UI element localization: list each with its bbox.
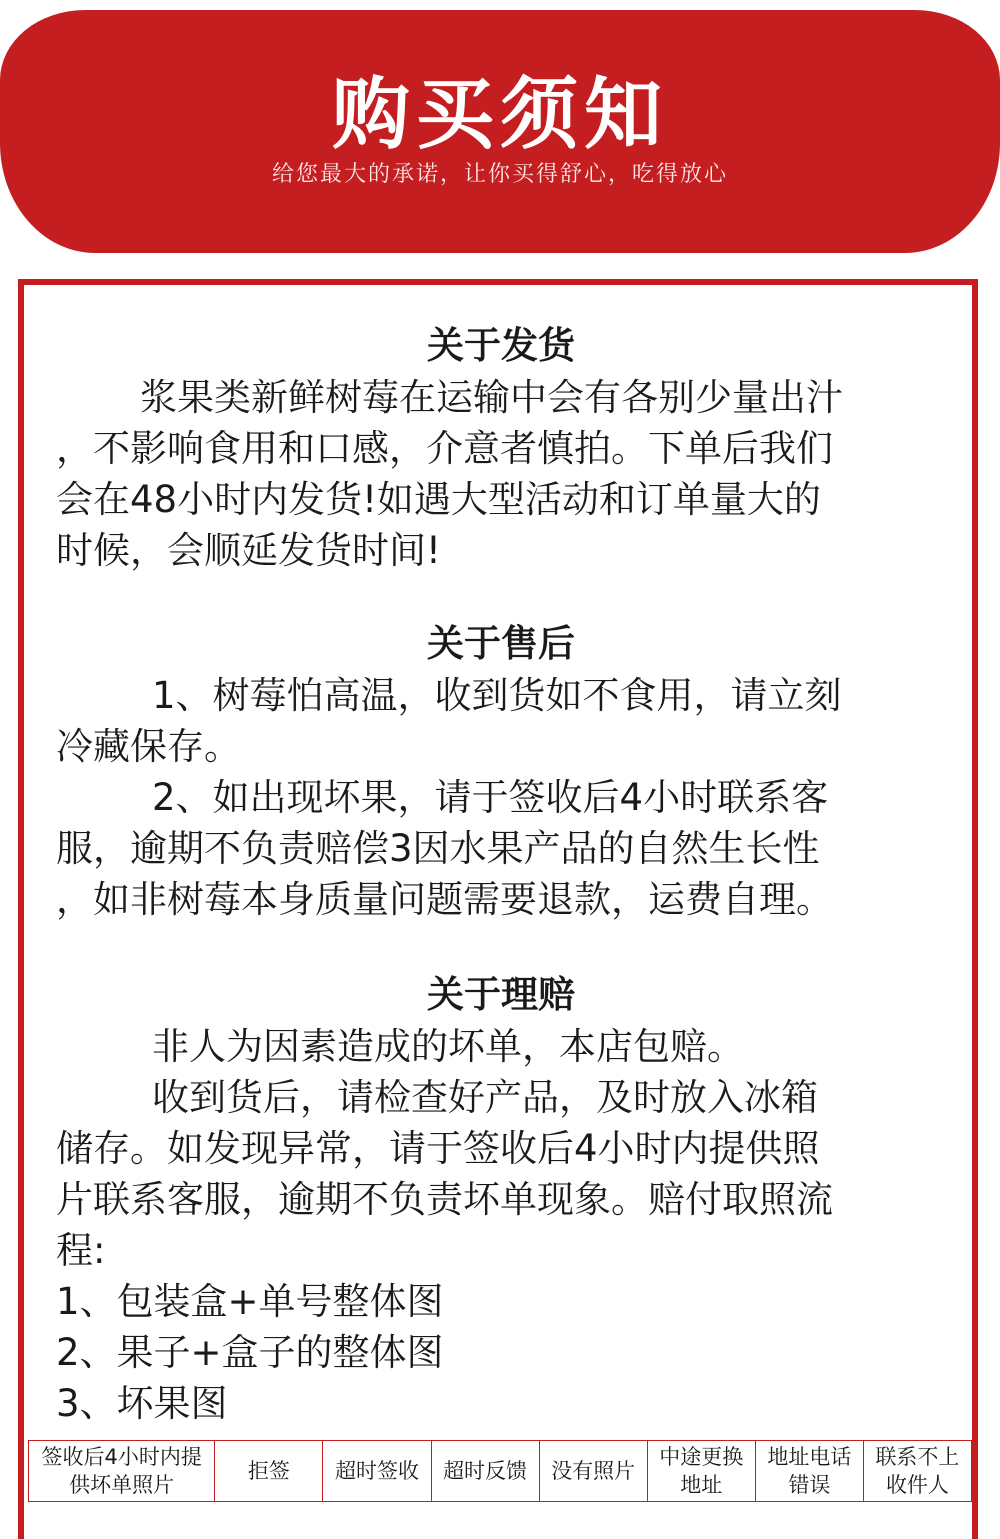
shipping-line: 会在48小时内发货!如遇大型活动和订单量大的 [56, 478, 821, 521]
shipping-section [56, 320, 946, 576]
claims-line: 1、包装盒+单号整体图 [56, 1280, 444, 1323]
claims-line: 程: [56, 1229, 106, 1272]
shipping-line: 浆果类新鲜树莓在运输中会有各别少量出汁 [140, 376, 843, 419]
claims-line: 片联系客服，逾期不负责坏单现象。赔付取照流 [56, 1178, 833, 1221]
table-cell: 拒签 [215, 1441, 323, 1502]
table-cell: 签收后4小时内提供坏单照片 [29, 1441, 215, 1502]
shipping-heading: 关于发货 [427, 324, 575, 367]
page-subtitle: 给您最大的承诺，让你买得舒心，吃得放心 [271, 162, 728, 187]
notice-content [56, 320, 946, 1429]
table-cell: 中途更换地址 [647, 1441, 755, 1502]
table-cell: 超时签收 [323, 1441, 431, 1502]
aftersale-heading: 关于售后 [427, 622, 575, 665]
table-cell: 没有照片 [539, 1441, 647, 1502]
claims-line: 储存。如发现异常，请于签收后4小时内提供照 [56, 1127, 820, 1170]
shipping-line: ，不影响食用和口感，介意者慎拍。下单后我们 [56, 427, 833, 470]
page-title: 购买须知 [331, 69, 668, 160]
aftersale-section [56, 618, 946, 925]
aftersale-line: 1、树莓怕高温，收到货如不食用，请立刻 [152, 674, 842, 717]
shipping-line: 时候，会顺延发货时间! [56, 529, 441, 572]
claims-heading: 关于理赔 [427, 973, 575, 1016]
table-row [29, 1441, 972, 1502]
table-cell: 超时反馈 [431, 1441, 539, 1502]
aftersale-line: 服，逾期不负责赔偿3因水果产品的自然生长性 [56, 827, 820, 870]
table-cell: 联系不上收件人 [863, 1441, 971, 1502]
claims-line: 收到货后，请检查好产品，及时放入冰箱 [152, 1076, 818, 1119]
table-cell: 地址电话错误 [755, 1441, 863, 1502]
aftersale-line: 2、如出现坏果，请于签收后4小时联系客 [152, 776, 829, 819]
claims-line: 3、坏果图 [56, 1382, 228, 1425]
aftersale-line: ，如非树莓本身质量问题需要退款，运费自理。 [56, 878, 833, 921]
claims-line: 2、果子+盒子的整体图 [56, 1331, 444, 1374]
exclusion-table [28, 1440, 972, 1502]
claims-section [56, 969, 946, 1429]
claims-line: 非人为因素造成的坏单，本店包赔。 [152, 1025, 744, 1068]
aftersale-line: 冷藏保存。 [56, 725, 241, 768]
